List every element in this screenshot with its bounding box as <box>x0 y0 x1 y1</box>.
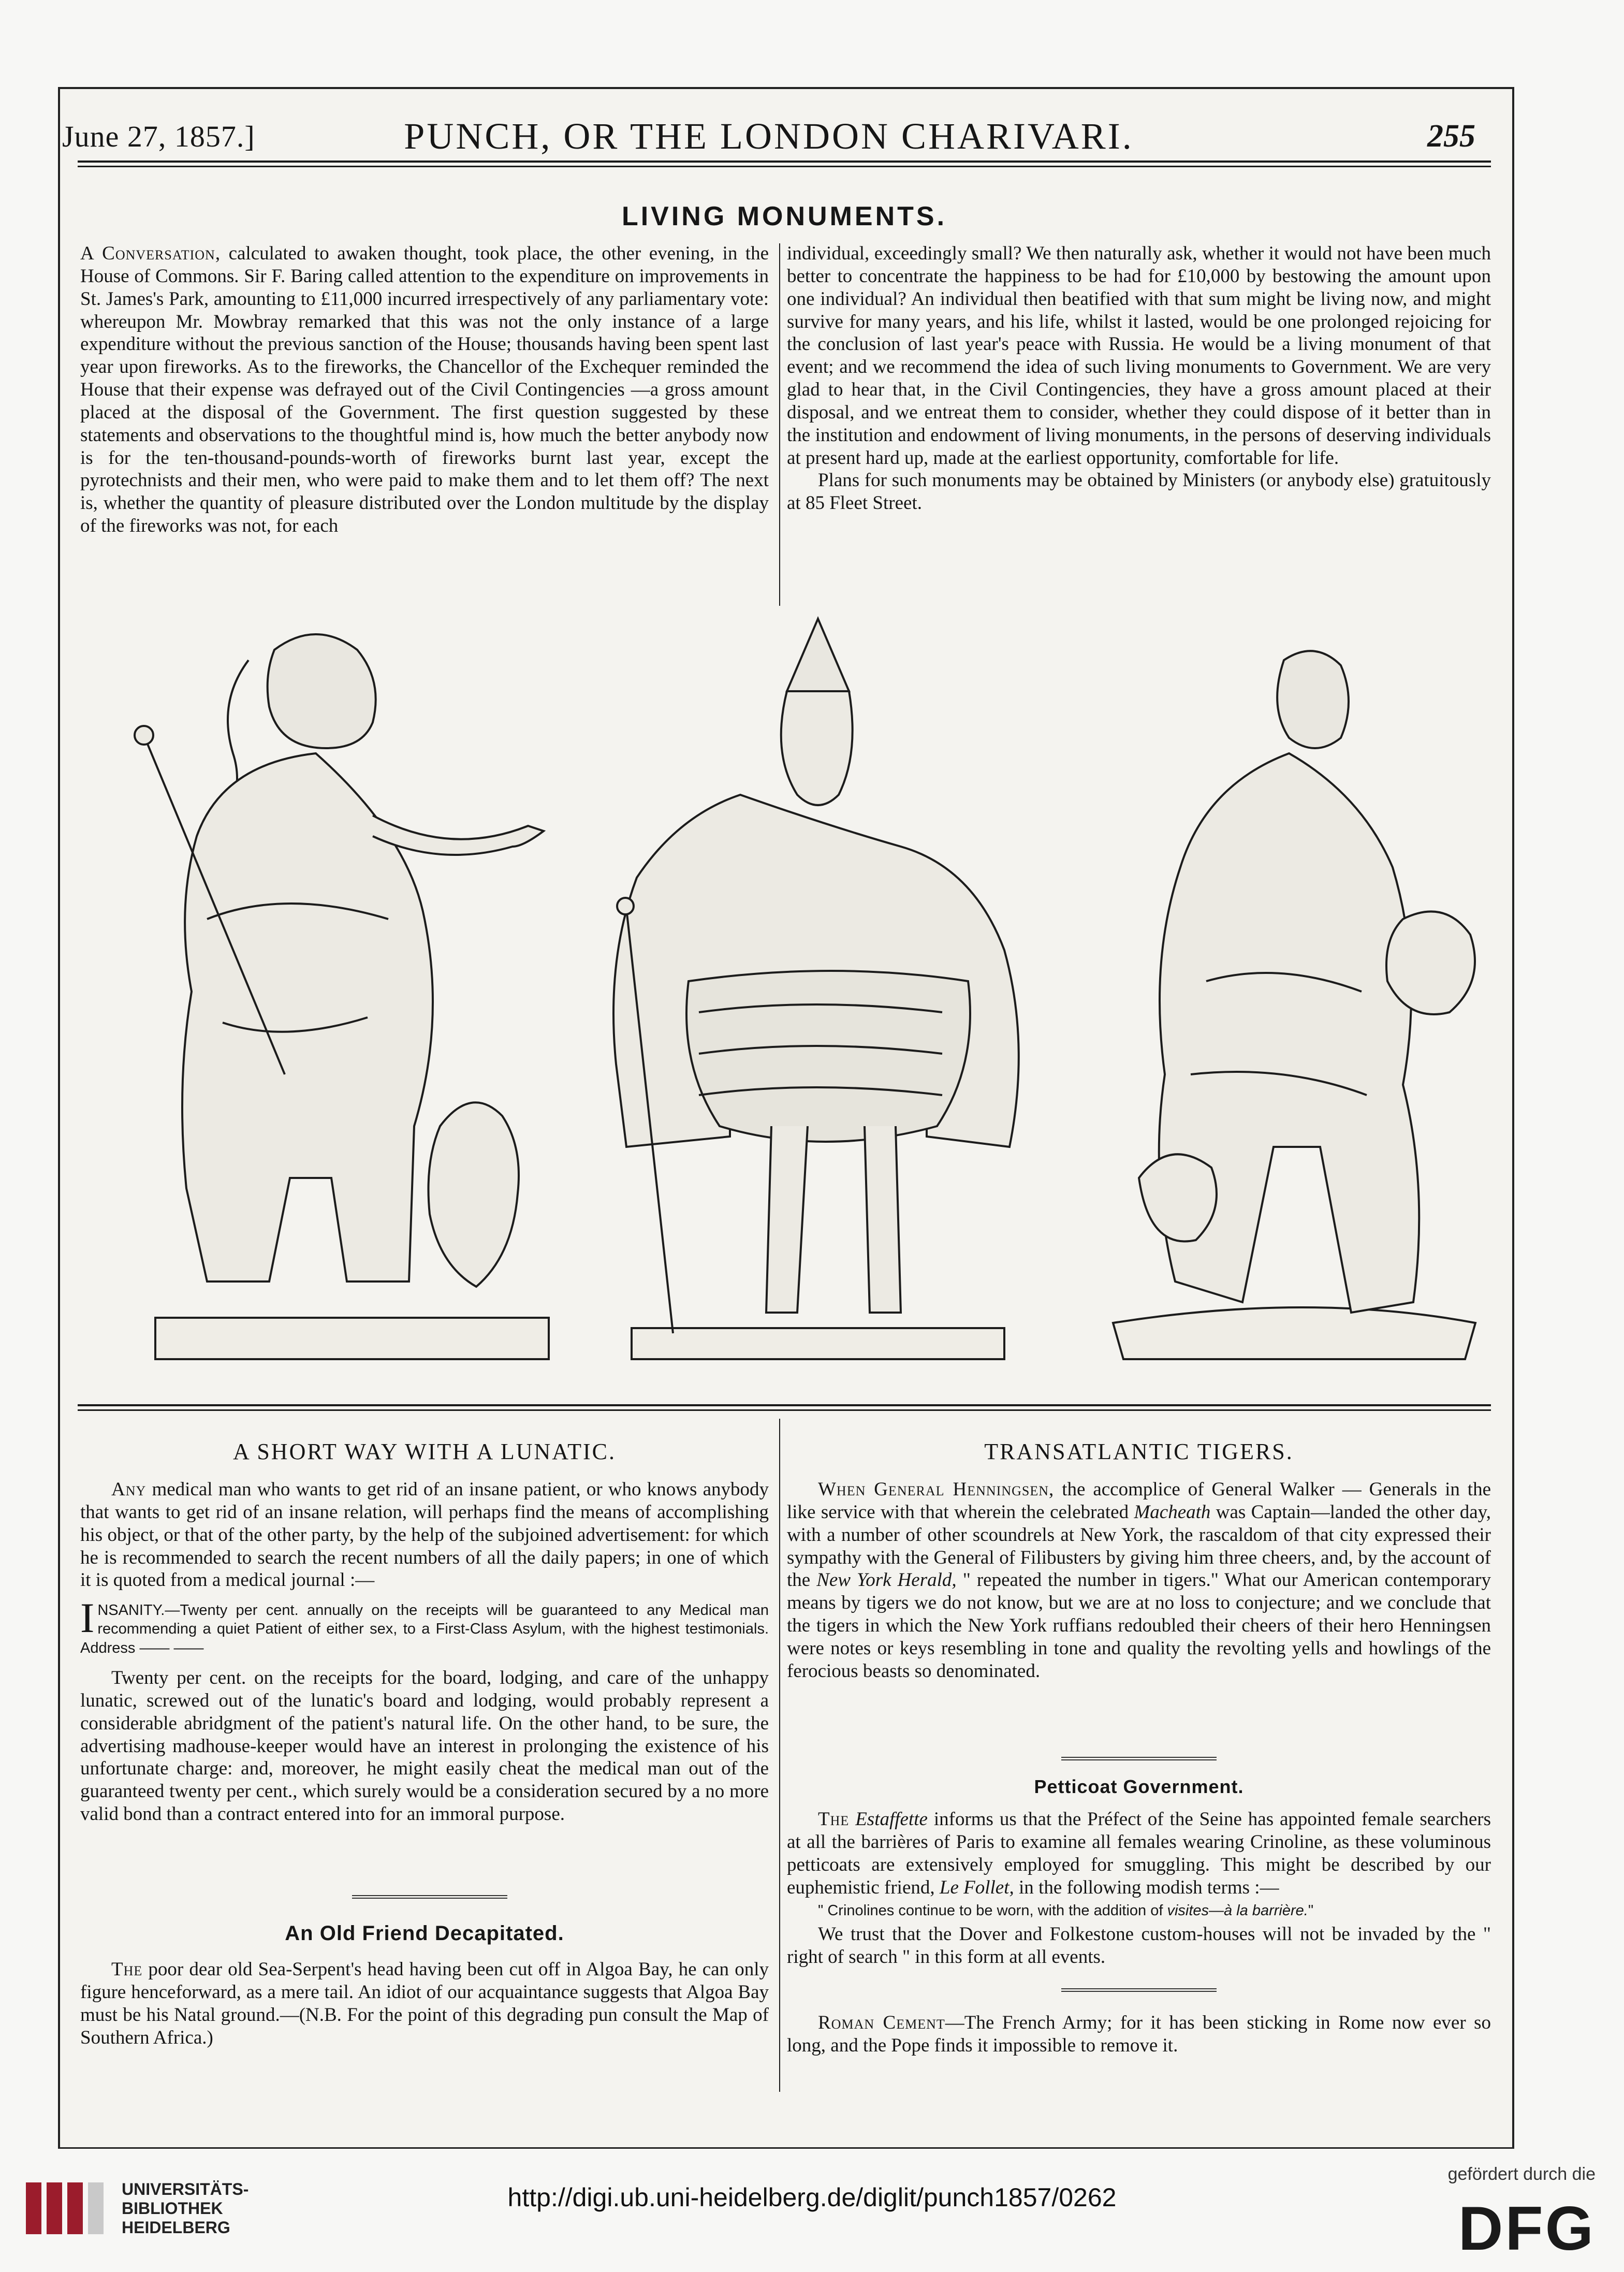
petticoat-paragraph-2: We trust that the Dover and Folkestone custom-houses will not be invaded by the " right of search " in this form at all events. <box>787 1923 1491 1968</box>
roman-cement-column <box>787 2012 1491 2057</box>
petticoat-column <box>787 1808 1491 1968</box>
lead-words: Roman Cement <box>818 2012 945 2033</box>
italic-newspaper: New York Herald, <box>816 1569 957 1591</box>
statue-right-icon <box>1113 651 1475 1359</box>
library-name-line: HEIDELBERG <box>122 2218 230 2237</box>
publication-title: PUNCH, OR THE LONDON CHARIVARI. <box>404 115 1134 157</box>
statue-left-icon <box>135 634 549 1359</box>
article-title-living-monuments: LIVING MONUMENTS. <box>621 201 947 231</box>
illustration-rule-bottom <box>78 1409 1491 1411</box>
article-title-old-friend: An Old Friend Decapitated. <box>285 1922 564 1945</box>
header-rule-top <box>78 161 1491 163</box>
old-friend-paragraph <box>80 1958 769 2049</box>
page-number: 255 <box>1427 119 1475 154</box>
illustration-rule-top <box>78 1404 1491 1406</box>
statue-center-icon <box>613 619 1019 1359</box>
lead-word: The <box>818 1809 850 1830</box>
living-monuments-left-column <box>80 242 769 537</box>
page-header <box>62 115 1475 156</box>
italic-name: Macheath <box>1134 1501 1211 1523</box>
funding-note: gefördert durch die <box>1447 2164 1596 2184</box>
article-title-short-way: A SHORT WAY WITH A LUNATIC. <box>232 1439 617 1464</box>
living-monuments-right-column <box>787 242 1491 515</box>
tigers-paragraph <box>787 1478 1491 1683</box>
article-title-tigers: TRANSATLANTIC TIGERS. <box>984 1439 1294 1464</box>
section-separator <box>1061 1757 1217 1760</box>
paragraph-text: poor dear old Sea-Serpent's head having been cut off in Algoa Bay, he can only figure henceforward, as a mere tail. An idiot of our acquaintance suggests that Algoa Bay must be his Natal ground.—(N.B. For the point of this degrading pun consult the Map of Southern Africa.) <box>80 1959 769 2048</box>
header-rule-bottom <box>78 166 1491 167</box>
living-monuments-paragraph-2: individual, exceedingly small? We then naturally ask, whether it would not have been much better to concentrate the happiness to be had for £10,000 by bestowing the amount upon one individual? An individual then beatified with that sum might be living now, and might survive for many years, and his life, whilst it lasted, would be one prolonged rejoicing for the conclusion of last year's peace with Russia. He would be a living monument of that event; and we recommend the idea of such living monuments to Government. We are very glad to hear that, in the Civil Contingencies, they have a gross amount placed at their disposal, and we entreat them to consider, whether they could dispose of it better than in the institution and endowment of living monuments, in the persons of deserving individuals at present hard up, made at the earliest opportunity, comfortable for life. <box>787 243 1491 469</box>
three-statues-illustration <box>129 608 1496 1375</box>
paragraph-text: calculated to awaken thought, took place, the other evening, in the House of Commons. Sir F. Baring called attention to the expenditure on improvements in St. James's Park, amounting to £11,000 incurred irrespectively of any parliamentary vote: whereupon Mr. Mowbray remarked that this was not the only instance of a large expenditure without the previous sanction of the House; thousands having been spent last year upon fireworks. As to the fireworks, the Chancellor of the Exchequer reminded the House that their expense was defrayed out of the Civil Contingencies —a gross amount placed at the disposal of the Government. The first question suggested by these statements and observations to the thoughtful mind is, how much the better anybody now is for the ten-thousand-pounds-worth of fireworks burnt last year, except the pyrotechnists and their men, who were paid to make them and to let them off? The next is, whether the quantity of pleasure distributed over the London multitude by the display of the fireworks was not, for each <box>80 243 769 537</box>
old-friend-column <box>80 1958 769 2049</box>
crinoline-quote <box>787 1902 1491 1919</box>
source-url-link[interactable]: http://digi.ub.uni-heidelberg.de/diglit/punch1857/0262 <box>507 2183 1117 2212</box>
advertisement-text: NSANITY.—Twenty per cent. annually on the receipts will be guaranteed to any Medical man recommending a quiet Patient of either sex, to a First-Class Asylum, with the highest testimonials. Address —— —— <box>80 1602 769 1656</box>
section-separator <box>1061 1988 1217 1992</box>
paragraph-text: in the following modish terms :— <box>1014 1876 1279 1898</box>
article-title-petticoat: Petticoat Government. <box>1034 1776 1244 1797</box>
library-name-line: BIBLIOTHEK <box>122 2198 223 2218</box>
italic-name: Le Follet, <box>939 1876 1014 1898</box>
lead-word: Any <box>111 1479 147 1500</box>
drop-cap: I <box>80 1594 95 1642</box>
short-way-paragraph-2: Twenty per cent. on the receipts for the board, lodging, and care of the unhappy lunatic, screwed out of the lunatic's board and lodging, would probably represent a considerable abridgment of the patient's natural life. On the other hand, to be sure, the advertising madhouse-keeper would have an interest in prolonging the existence of his unfortunate charge: and, moreover, he might easily cheat the medical man out of the guaranteed twenty per cent., which surely would be a consideration secured by a no more valid bond than a contract entered into for an immoral purpose. <box>80 1667 769 1825</box>
dfg-logo: DFG <box>1458 2194 1596 2263</box>
lead-word: The <box>111 1959 143 1980</box>
living-monuments-paragraph-3: Plans for such monuments may be obtained by Ministers (or anybody else) gratuitously at 85 Fleet Street. <box>787 470 1491 514</box>
column-divider-bottom <box>779 1419 780 2092</box>
roman-cement-paragraph <box>787 2012 1491 2057</box>
section-separator <box>352 1895 507 1899</box>
short-way-column <box>80 1478 769 1826</box>
quote-italic: visites—à la barrière. <box>1167 1902 1308 1919</box>
library-name-line: UNIVERSITÄTS- <box>122 2180 249 2198</box>
paragraph-text: informs us that the Préfect of the Seine has appointed female searchers at all the barrières of Paris to examine all females wearing Crinoline, as these voluminous petticoats are extensively employed for smuggling. This might be described by our euphemistic friend, <box>787 1809 1491 1898</box>
tigers-column <box>787 1478 1491 1683</box>
paragraph-text: " repeated the number in tigers." What our American contemporary means by tigers we do not know, but we are at no loss to conjecture; and we conclude that the tigers in which the New York ruffians redoubled their cheers of their hero Henningsen were notes or keys resembling in tone and quality the revolting yells and howlings of the ferocious beasts so denominated. <box>787 1569 1491 1682</box>
lead-words: A Conversation, <box>80 243 221 264</box>
quote-text: " <box>1308 1902 1314 1919</box>
living-monuments-paragraph-1 <box>80 242 769 537</box>
italic-newspaper: Estaffette <box>855 1809 928 1830</box>
paragraph-text: medical man who wants to get rid of an insane patient, or who knows anybody that wants to get rid of an insane relation, will perhaps find the means of accomplishing his object, or that of the other party, by the help of the subjoined advertisement: for which he is recommended to search the recent numbers of all the daily papers; in one of which it is quoted from a medical journal :— <box>80 1479 769 1591</box>
paragraph-text: the accomplice of General Walker — Generals in the like service with that wherein the celebrated <box>787 1479 1491 1523</box>
petticoat-paragraph-1 <box>787 1808 1491 1899</box>
column-divider-top <box>779 243 780 606</box>
paragraph-text: was Captain—landed the other day, with a number of other scoundrels at New York, the rascaldom of that city expressed their sympathy with the General of Filibusters by giving him three cheers, and, by the account of the <box>787 1501 1491 1591</box>
quote-text: " Crinolines continue to be worn, with the addition of <box>818 1902 1167 1919</box>
short-way-paragraph-1 <box>80 1478 769 1592</box>
lead-words: When General Henningsen, <box>818 1479 1055 1500</box>
paragraph-text: —The French Army; for it has been sticking in Rome now ever so long, and the Pope finds it impossible to remove it. <box>787 2012 1491 2056</box>
insanity-advertisement <box>80 1594 769 1657</box>
issue-date: June 27, 1857.] <box>62 120 255 153</box>
